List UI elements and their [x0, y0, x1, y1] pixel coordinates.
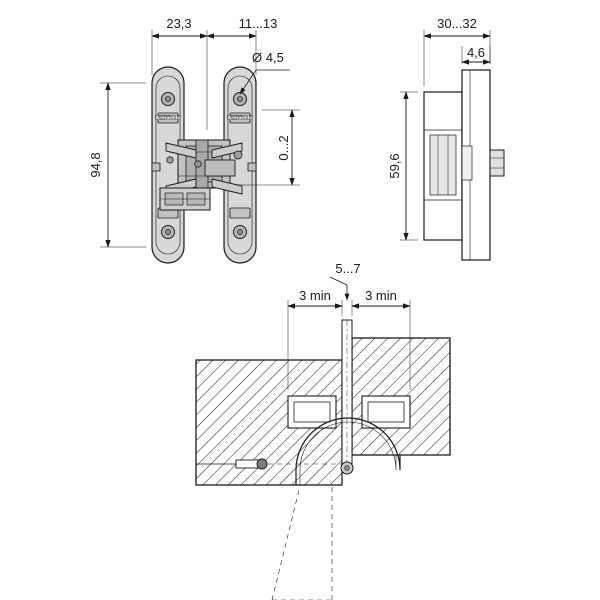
dim-body-thickness-label: 4,6 — [466, 45, 486, 60]
section-view — [196, 261, 450, 600]
dim-door-gap-label: 5...7 — [335, 261, 361, 276]
front-view — [88, 16, 300, 263]
dim-door-gap — [330, 261, 361, 300]
dim-gap-range — [207, 16, 277, 75]
dim-hole-diameter-label: Ø 4,5 — [252, 50, 284, 65]
dim-plate-height-label: 94,8 — [88, 152, 103, 178]
dim-body-thickness — [462, 45, 490, 64]
dim-body-height — [387, 92, 418, 240]
dim-min-right-label: 3 min — [365, 288, 397, 303]
dim-plate-height — [88, 83, 146, 247]
brand-label-right: Armadillo — [227, 115, 253, 122]
dim-depth-range-label: 30...32 — [437, 16, 477, 31]
side-view — [387, 16, 504, 260]
dim-gap-range-label: 11...13 — [238, 16, 278, 31]
brand-label-left: Armadillo — [155, 115, 181, 122]
dim-plate-width-label: 23,3 — [166, 16, 192, 31]
dim-axis-offset-label: 0...2 — [276, 135, 291, 161]
dim-min-left-label: 3 min — [299, 288, 331, 303]
dim-body-height-label: 59,6 — [387, 153, 402, 179]
